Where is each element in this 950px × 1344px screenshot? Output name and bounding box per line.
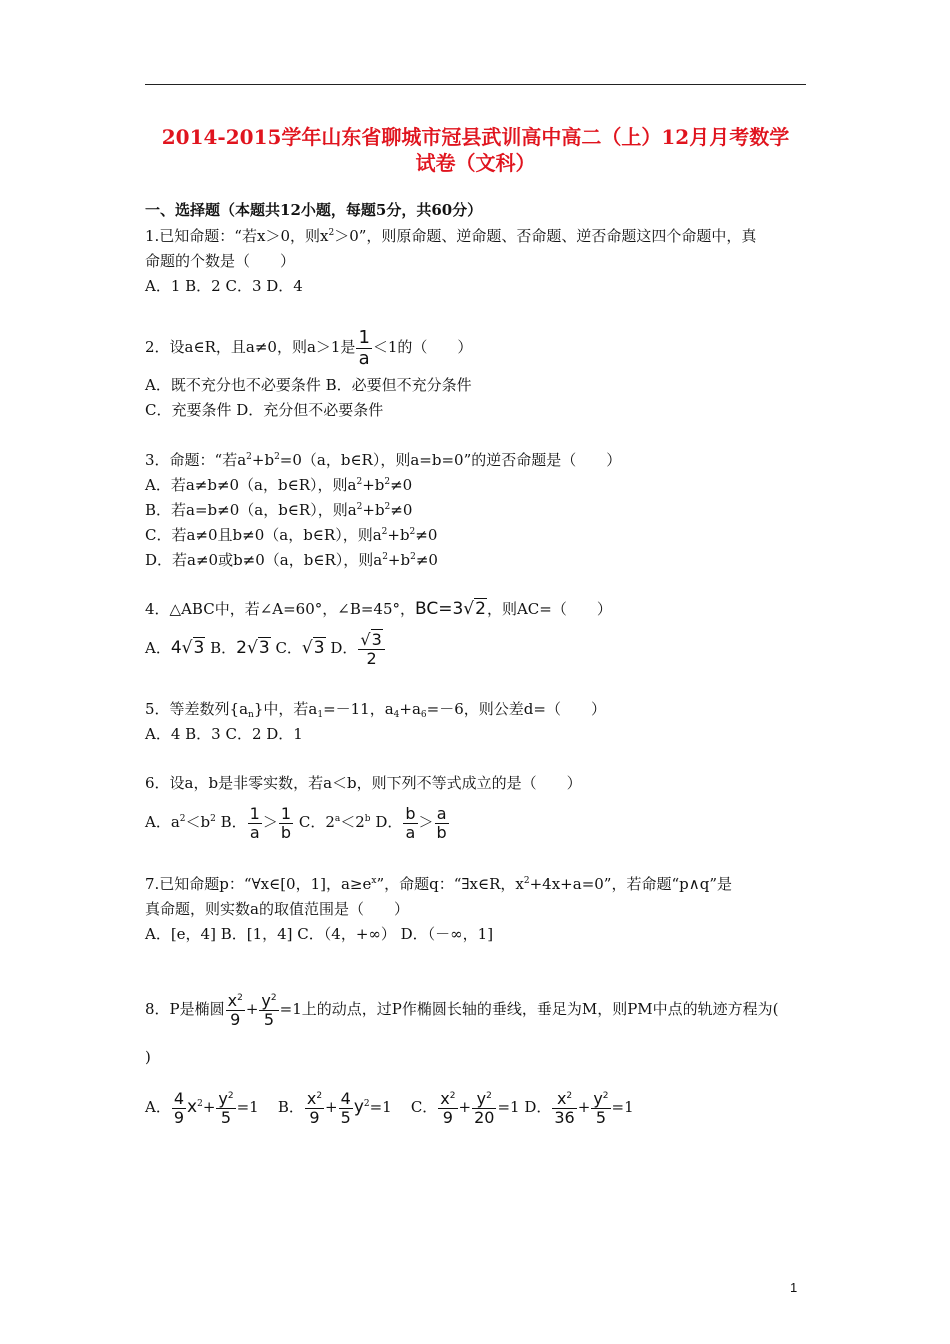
- question-1-options: A．1 B．2 C．3 D．4: [145, 277, 303, 295]
- question-2-option-ab: A．既不充分也不必要条件 B．必要但不充分条件: [145, 376, 472, 394]
- header-rule: [145, 84, 806, 85]
- question-5-options: A．4 B．3 C．2 D．1: [145, 725, 303, 743]
- question-4-stem: 4．△ABC中，若∠A=60°，∠B=45°，BC=3√2，则AC=（ ）: [145, 596, 612, 622]
- question-2-stem: 2．设a∈R，且a≠0，则a＞1是 $\frac{1}{a}$ ＜1的（ ）: [145, 326, 473, 369]
- question-3-option-a: A．若a≠b≠0（a，b∈R），则$a^2+b^2\ne 0$: [145, 476, 413, 494]
- question-5-stem: 5．等差数列$\{a_n\}$中，若$a_1=-11$，$a_4+a_6=-6$，则公差d=（ ）: [145, 700, 606, 720]
- fraction-1-over-a: $\frac{1}{a}$: [358, 326, 370, 369]
- question-3-option-d: D．若a≠0或b≠0（a，b∈R），则$a^2+b^2\ne 0$: [145, 551, 438, 569]
- question-7-stem: 7.已知命题p：“∀x∈[0，1]，$a\ge e^x$”，命题q：“∃x∈R，$x^2+4x+a=0$”，若命题“p∧q”是: [145, 875, 732, 893]
- exam-title: [145, 124, 806, 176]
- question-1-stem: 1.已知命题：“若x＞0，则$x^2>0$”，则原命题、逆命题、否命题、逆否命题这四个命题中，真: [145, 227, 757, 245]
- question-7-options: A．[e，4] B．[1，4] C．（4，+∞） D．（－∞，1]: [145, 925, 494, 943]
- title-line-2: 试卷（文科）: [415, 151, 536, 175]
- question-8-stem-cont: ): [145, 1048, 151, 1066]
- question-3-option-c: C．若a≠0且b≠0（a，b∈R），则$a^2+b^2\ne 0$: [145, 526, 438, 544]
- question-8-stem: 8．P是椭圆 $\frac{x^2}{9}$ + $\frac{y^2}{5}$ =1上的动点，过P作椭圆长轴的垂线，垂足为M，则PM中点的轨迹方程为(: [145, 990, 779, 1029]
- question-7-stem-cont: 真命题，则实数a的取值范围是（ ）: [145, 900, 409, 918]
- question-6-options: A．$a^2<b^2$ B． $\frac{1}{a}$ ＞ $\frac{1}{b}$ C．$2^a<2^b$ D． $\frac{b}{a}$ ＞ $\frac{a}{b}$: [145, 803, 447, 842]
- bc-expression: BC=3√2: [415, 599, 486, 619]
- question-4-options: A．4√3 B．2√3 C．√3 D． $\frac{√3}{2}$: [145, 626, 386, 670]
- question-8-options: A． $\frac{4}{9}$ $x^2+$ $\frac{y^2}{5}$ =1 B． $\frac{x^2}{9}$ + $\frac{4}{5}$ $y^2=1$ C． $\frac{x^2}{9}$ + $\frac{y^2}{20}$ =1 D． $\frac{x^2}{36}$ + $\frac{y^2}{5}$ =1: [145, 1088, 634, 1127]
- question-2-option-cd: C．充要条件 D．充分但不必要条件: [145, 401, 384, 419]
- question-1-stem-cont: 命题的个数是（ ）: [145, 252, 296, 270]
- question-3-option-b: B．若a=b≠0（a，b∈R），则$a^2+b^2\ne 0$: [145, 501, 413, 519]
- title-line-1: 2014-2015学年山东省聊城市冠县武训高中高二（上）12月月考数学: [161, 125, 790, 149]
- page-number: 1: [790, 1280, 798, 1295]
- section-heading: 一、选择题（本题共12小题，每题5分，共60分）: [145, 201, 483, 219]
- question-6-stem: 6．设a，b是非零实数，若a＜b，则下列不等式成立的是（ ）: [145, 774, 582, 792]
- question-3-stem: 3．命题：“若$a^2+b^2=0(a$，b∈R），则a=b=0”的逆否命题是（ ）: [145, 451, 622, 469]
